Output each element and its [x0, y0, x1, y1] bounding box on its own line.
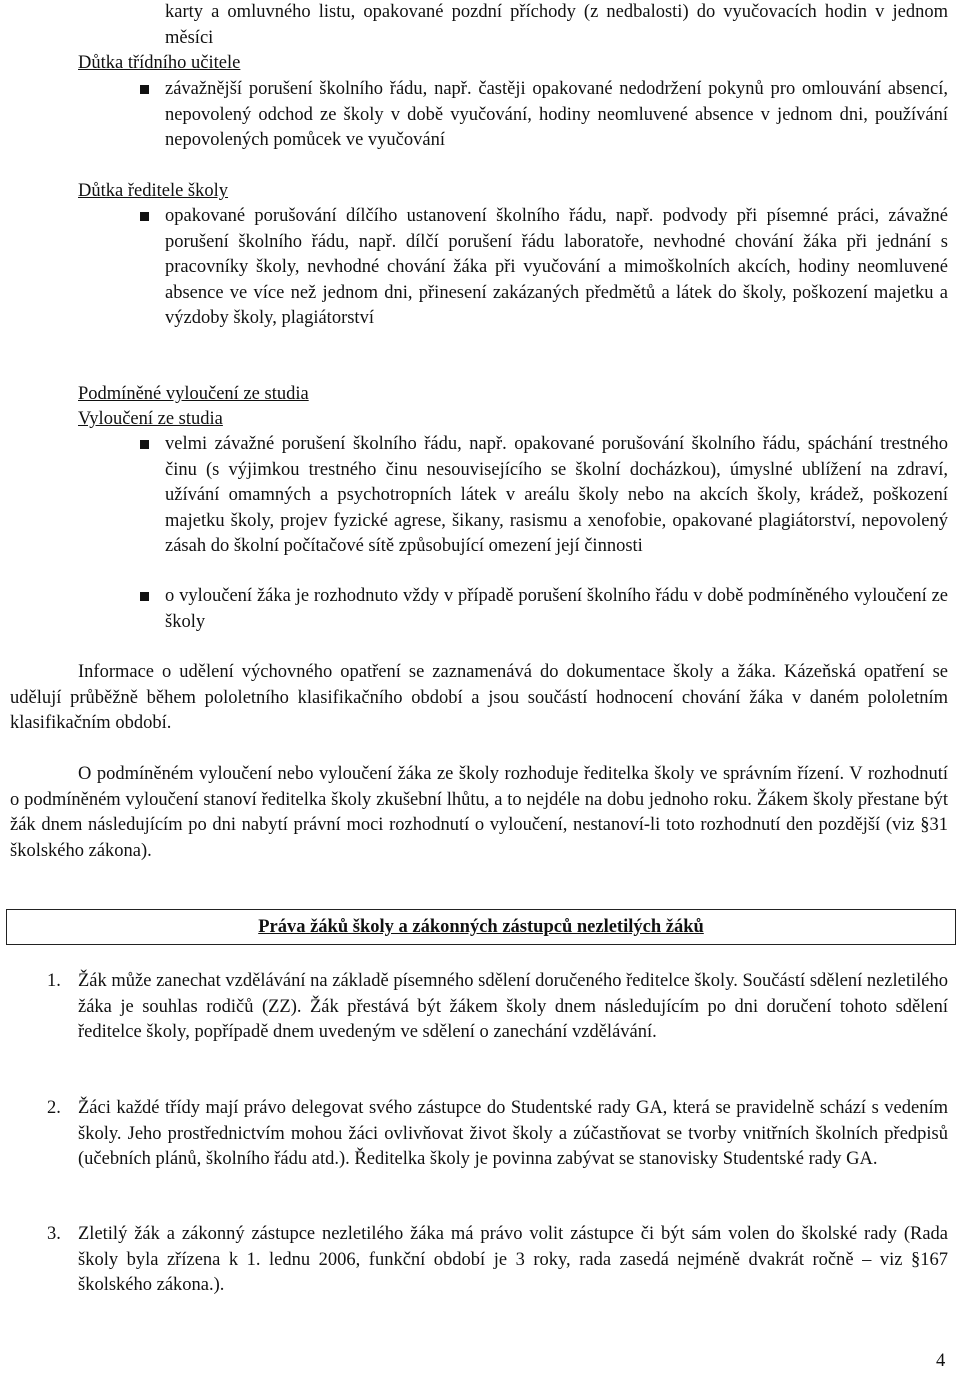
paragraph-podminene: O podmíněném vyloučení nebo vyloučení žáka ze školy rozhoduje ředitelka školy ve správním řízení. V rozhodnutí o podmíněném vyloučení stanoví ředitelka školy zkušební lhůtu, a to nejdéle na dobu jednoho roku. Žákem školy přestane být žák dnem následujícím po dni nabytí právní moci rozhodnutí o vyloučení, nestanoví-li toto rozhodnutí den pozdější (viz §31 školského zákona). — [10, 764, 948, 861]
section-header-box — [6, 909, 956, 945]
item-number: 1. — [47, 971, 61, 991]
numbered-item — [10, 969, 948, 1074]
section-title: Práva žáků školy a zákonných zástupců nezletilých žáků — [258, 917, 704, 937]
item-number: 3. — [47, 1224, 61, 1244]
list-item-text: velmi závažné porušení školního řádu, např. opakované porušování školního řádu, spáchání trestného činu (s výjimkou trestného činu nesouvisejícího se školní docházkou), úmyslné ublížení na zdraví, užívání omamných a psychotropních látek v areálu školy nebo na akcích školy, krádež, poškození majetku školy, projev fyzické agrese, šikany, rasismu a xenofobie, opakované plagiátorství, nepovolený zásah do školní počítačové sítě způsobující omezení její činnosti — [165, 434, 948, 556]
numbered-item — [10, 1096, 948, 1201]
list-item — [140, 77, 948, 154]
heading-dutka-reditele: Důtka ředitele školy — [78, 181, 229, 201]
list-item-text: o vyloučení žáka je rozhodnuto vždy v případě porušení školního řádu v době podmíněného vyloučení ze školy — [165, 586, 948, 632]
heading-dutka-tridniho: Důtka třídního učitele — [78, 53, 241, 73]
item-number: 2. — [47, 1098, 61, 1118]
item-text: Žáci každé třídy mají právo delegovat svého zástupce do Studentské rady GA, která se pravidelně schází s vedením školy. Jeho prostřednictvím mohou žáci ovlivňovat život školy a zúčastňovat se tvorby vnitřních školních předpisů (učebních plánů, školního řádu atd.). Ředitelka školy je povinna zabývat se stanovisky Studentské rady GA. — [78, 1098, 948, 1169]
bullet-icon — [140, 592, 149, 601]
item-text: Zletilý žák a zákonný zástupce nezletilého žáka má právo volit zástupce či být sám volen do školské rady (Rada školy byla zřízena k 1. lednu 2006, funkční období je 3 roky, rada zasedá nejméně dvakrát ročně – viz §167 školského zákona.). — [78, 1224, 948, 1295]
list-item — [140, 204, 948, 332]
page-number: 4 — [936, 1351, 946, 1371]
list-item — [140, 432, 948, 560]
bullet-icon — [140, 440, 149, 449]
list-item-text: závažnější porušení školního řádu, např. častěji opakované nedodržení pokynů pro omlouvání absencí, nepovolený odchod ze školy v době vyučování, hodiny neomluvené absence v jednom dni, používání nepovolených pomůcek ve vyučování — [165, 79, 948, 150]
numbered-item — [10, 1222, 948, 1302]
heading-podminene-vylouceni: Podmíněné vyloučení ze studia — [78, 384, 309, 404]
continuation-text: karty a omluvného listu, opakované pozdní příchody (z nedbalosti) do vyučovacích hodin v jednom měsíci — [165, 2, 948, 48]
item-text: Žák může zanechat vzdělávání na základě písemného sdělení doručeného ředitelce školy. Součástí sdělení nezletilého žáka je souhlas rodičů (ZZ). Žák přestává být žákem školy dnem následujícím po dni doručení tohoto sdělení ředitelce školy, popřípadě dnem uvedeným ve sdělení o zanechání vzdělávání. — [78, 971, 948, 1042]
list-item-text: opakované porušování dílčího ustanovení školního řádu, např. podvody při písemné práci, závažné porušení školního řádu, např. dílčí porušení řádu laboratoře, nevhodné chování žáka při jednání s pracovníky školy, nevhodné chování žáka při vyučování a mimoškolních akcích, hodiny neomluvené absence ve více než jednom dni, přinesení zakázaných předmětů a látek do školy, poškození majetku a výzdoby školy, plagiátorství — [165, 206, 948, 328]
bullet-icon — [140, 212, 149, 221]
bullet-icon — [140, 85, 149, 94]
heading-vylouceni: Vyloučení ze studia — [78, 409, 223, 429]
list-item — [140, 584, 948, 635]
paragraph-informace: Informace o udělení výchovného opatření se zaznamenává do dokumentace školy a žáka. Kázeňská opatření se udělují průběžně během pololetního klasifikačního období a jsou součástí hodnocení chování žáka v daném pololetním klasifikačním období. — [10, 662, 948, 733]
